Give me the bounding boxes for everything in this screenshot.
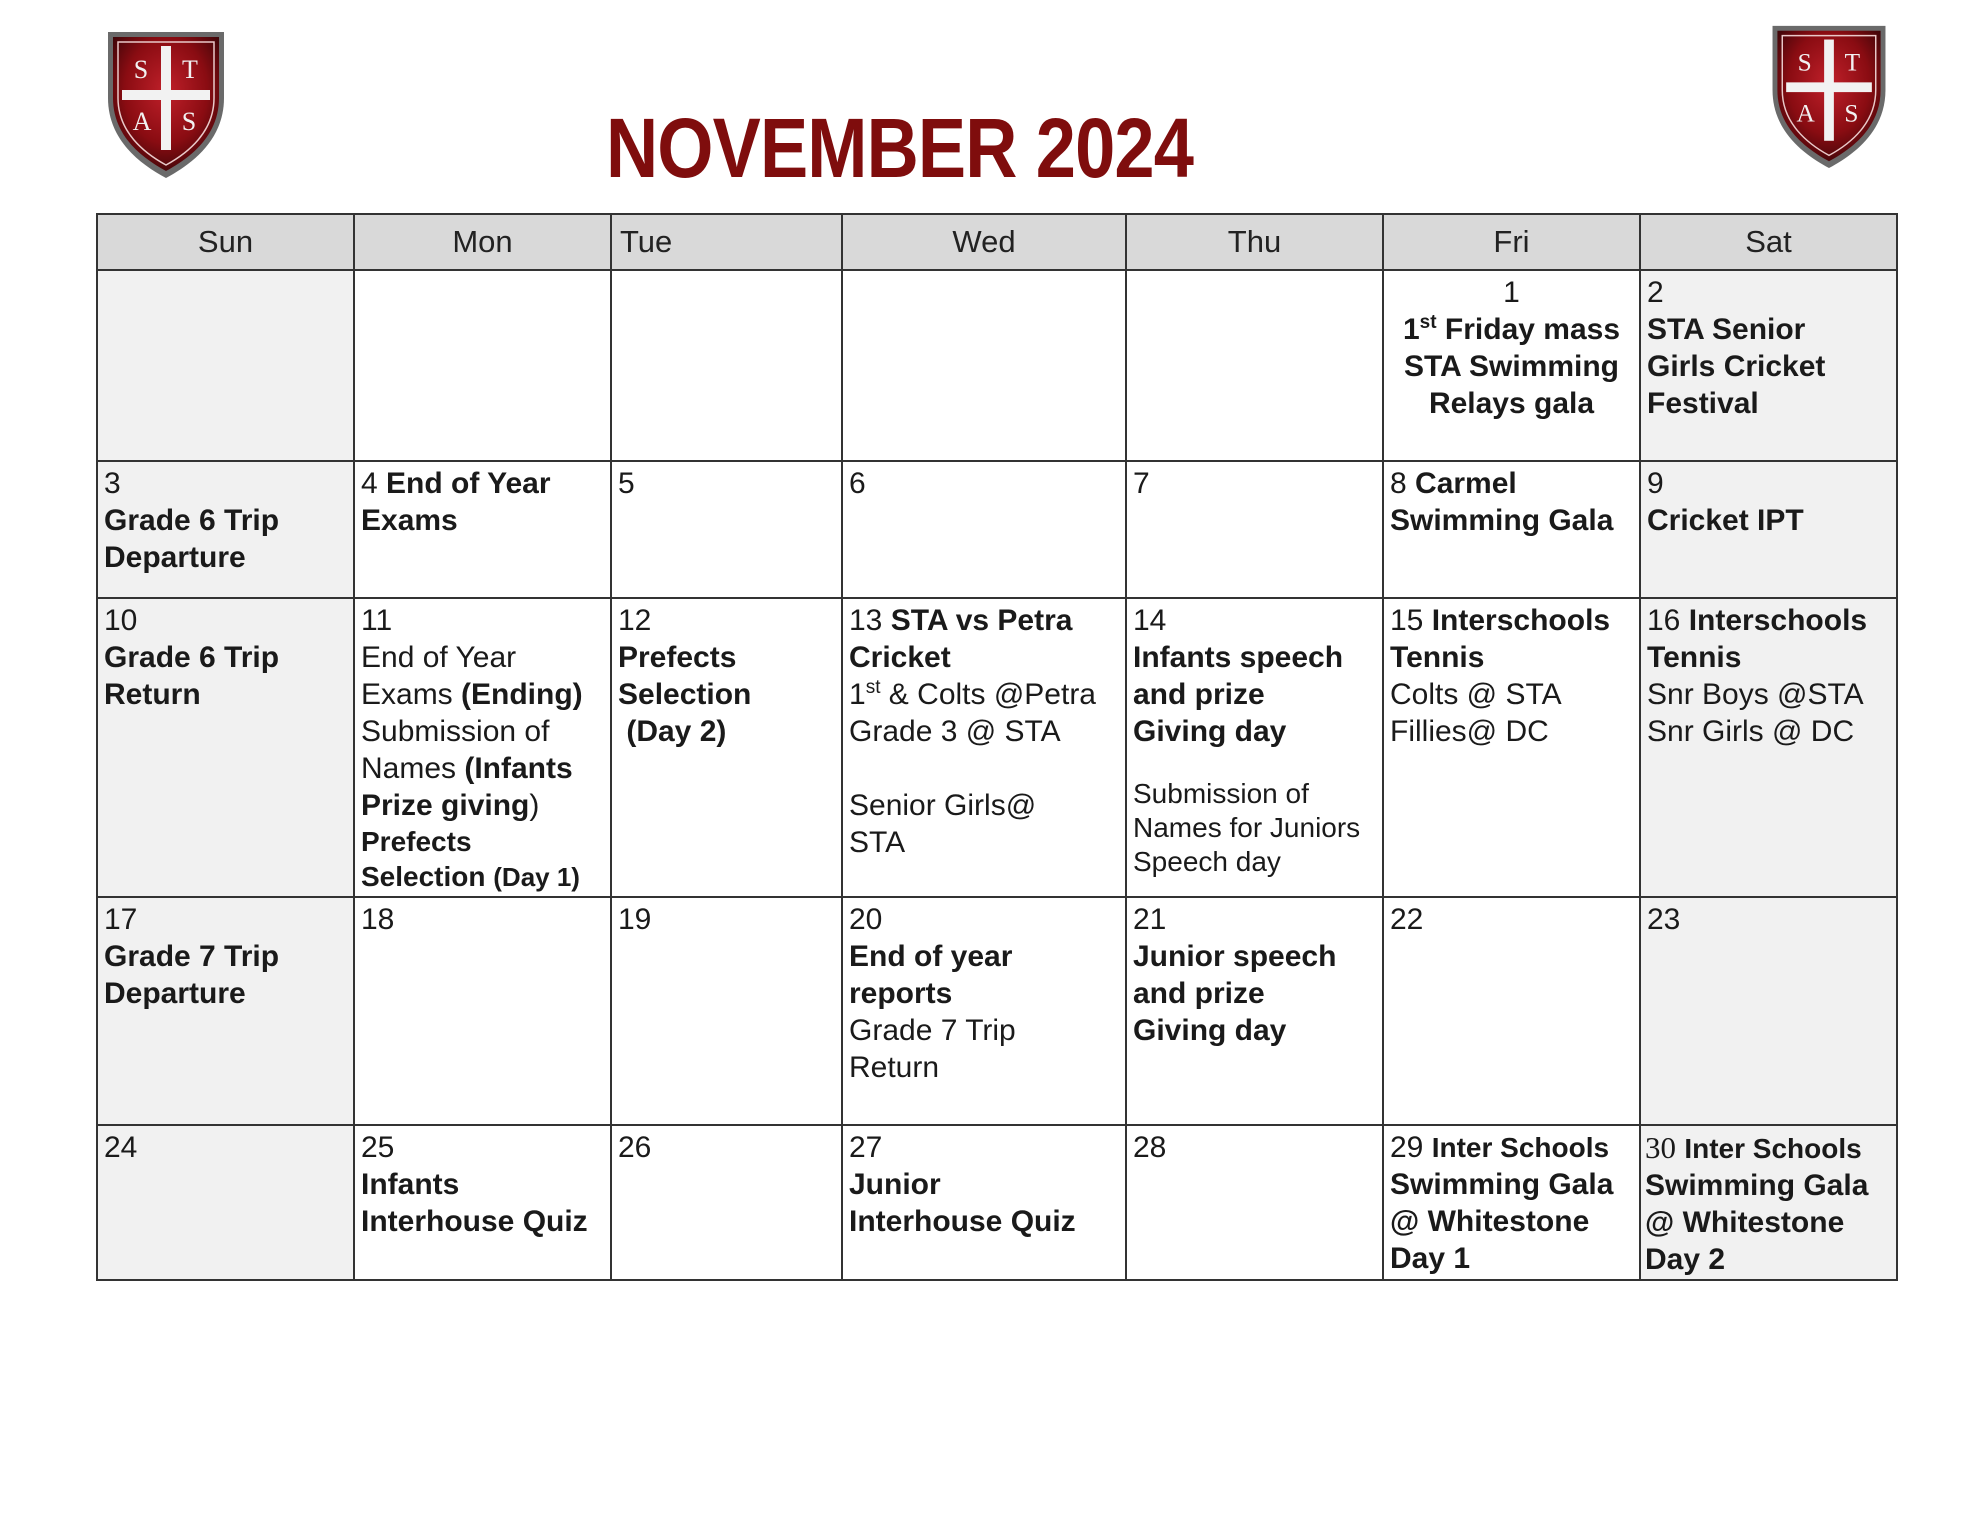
event-text: Junior	[849, 1168, 941, 1201]
day-cell-24	[97, 1125, 354, 1280]
event-text: Snr Boys @STA	[1647, 678, 1864, 711]
event-text: Junior speech	[1133, 940, 1337, 973]
day-cell-18	[354, 897, 611, 1125]
event-text: Cricket	[849, 641, 951, 674]
svg-text:T: T	[1844, 48, 1861, 77]
week-row	[97, 598, 1897, 897]
event-text: End of Year	[386, 467, 551, 500]
weekday-mon: Mon	[354, 214, 611, 270]
day-cell-22	[1383, 897, 1640, 1125]
day-number: 8	[1390, 467, 1407, 500]
weekday-tue: Tue	[611, 214, 842, 270]
event-text: Prize giving)	[361, 789, 540, 822]
day-cell-empty	[1126, 270, 1383, 461]
event-text: Swimming Gala	[1645, 1169, 1869, 1202]
svg-text:S: S	[133, 55, 149, 84]
event-text: @ Whitestone	[1645, 1206, 1845, 1239]
day-cell-8	[1383, 461, 1640, 598]
event-text: and prize	[1133, 977, 1265, 1010]
event-text: 1st & Colts @Petra	[849, 677, 1096, 711]
weekday-sun: Sun	[97, 214, 354, 270]
day-cell-13	[842, 598, 1126, 897]
event-text: Return	[849, 1051, 940, 1084]
day-number: 13	[849, 604, 883, 637]
day-cell-empty	[354, 270, 611, 461]
event-text: Selection	[618, 678, 752, 711]
weekday-sat: Sat	[1640, 214, 1897, 270]
day-number: 2	[1647, 276, 1664, 309]
day-number: 12	[618, 604, 652, 637]
event-text: (Day 2)	[618, 715, 727, 748]
event-text: Girls Cricket	[1647, 350, 1826, 383]
event-text: 1st Friday mass	[1402, 312, 1621, 346]
event-text: Fillies@ DC	[1390, 715, 1549, 748]
event-text: Grade 3 @ STA	[849, 715, 1061, 748]
event-text: Selection (Day 1)	[361, 861, 580, 892]
day-cell-17	[97, 897, 354, 1125]
school-crest-right	[1768, 22, 1890, 170]
event-text: Inter Schools	[1684, 1133, 1862, 1164]
event-text: Speech day	[1133, 846, 1281, 877]
day-cell-1	[1383, 270, 1640, 461]
event-text: Interschools	[1431, 604, 1611, 637]
day-number: 10	[104, 604, 138, 637]
page-title: NOVEMBER 2024	[606, 101, 1194, 195]
weekday-thu: Thu	[1126, 214, 1383, 270]
day-cell-9	[1640, 461, 1897, 598]
event-text: reports	[849, 977, 953, 1010]
day-cell-12	[611, 598, 842, 897]
event-text: Carmel	[1415, 467, 1517, 500]
event-text: Tennis	[1647, 641, 1742, 674]
svg-text:T: T	[182, 55, 198, 84]
event-text: Swimming Gala	[1390, 1168, 1614, 1201]
day-cell-4	[354, 461, 611, 598]
event-text: Names for Juniors	[1133, 812, 1361, 843]
day-cell-5	[611, 461, 842, 598]
day-cell-25	[354, 1125, 611, 1280]
day-cell-14	[1126, 598, 1383, 897]
event-text: Senior Girls@	[849, 789, 1037, 822]
day-cell-empty	[611, 270, 842, 461]
event-text: STA vs Petra	[890, 604, 1073, 637]
event-text: Tennis	[1390, 641, 1485, 674]
event-text: Giving day	[1133, 715, 1287, 748]
day-number: 30	[1645, 1130, 1676, 1165]
weekday-fri: Fri	[1383, 214, 1640, 270]
event-text: Grade 7 Trip	[104, 940, 280, 973]
day-number: 21	[1133, 903, 1167, 936]
day-cell-2	[1640, 270, 1897, 461]
day-cell-10	[97, 598, 354, 897]
event-text: STA	[849, 826, 906, 859]
event-text: End of Year	[361, 641, 517, 674]
svg-text:A: A	[1796, 99, 1815, 128]
day-number: 27	[849, 1131, 883, 1164]
day-cell-21	[1126, 897, 1383, 1125]
day-cell-29	[1383, 1125, 1640, 1280]
event-text: Festival	[1647, 387, 1759, 420]
calendar-grid	[96, 213, 1898, 1281]
event-text: Grade 7 Trip	[849, 1014, 1016, 1047]
day-number: 26	[618, 1131, 652, 1164]
day-number: 6	[849, 467, 866, 500]
event-text: Snr Girls @ DC	[1647, 715, 1855, 748]
svg-text:A: A	[132, 107, 152, 136]
day-number: 9	[1647, 467, 1664, 500]
day-number: 29	[1390, 1131, 1424, 1164]
event-text: Grade 6 Trip	[104, 641, 280, 674]
week-row	[97, 461, 1897, 598]
event-text: Day 1	[1390, 1242, 1471, 1275]
event-text: Departure	[104, 977, 246, 1010]
day-cell-23	[1640, 897, 1897, 1125]
event-text: Names (Infants	[361, 752, 573, 785]
event-text: Giving day	[1133, 1014, 1287, 1047]
week-row	[97, 897, 1897, 1125]
event-text: Swimming Gala	[1390, 504, 1614, 537]
day-cell-30	[1640, 1125, 1897, 1280]
event-text: Departure	[104, 541, 246, 574]
day-number: 20	[849, 903, 883, 936]
day-number: 19	[618, 903, 652, 936]
event-text: Exams (Ending)	[361, 678, 583, 711]
weekday-header-row	[97, 214, 1897, 270]
event-text: Infants speech	[1133, 641, 1344, 674]
day-number: 14	[1133, 604, 1167, 637]
week-row	[97, 1125, 1897, 1280]
event-text: Cricket IPT	[1647, 504, 1804, 537]
school-crest-left	[104, 28, 228, 180]
day-number: 5	[618, 467, 635, 500]
day-number: 16	[1647, 604, 1681, 637]
day-number: 25	[361, 1131, 395, 1164]
event-text: Relays gala	[1428, 387, 1595, 420]
event-text: @ Whitestone	[1390, 1205, 1590, 1238]
day-cell-19	[611, 897, 842, 1125]
event-text: End of year	[849, 940, 1013, 973]
event-text: Submission of	[361, 715, 550, 748]
event-text: STA Swimming	[1403, 350, 1619, 383]
day-cell-15	[1383, 598, 1640, 897]
event-text: STA Senior	[1647, 313, 1806, 346]
day-cell-26	[611, 1125, 842, 1280]
event-text: Day 2	[1645, 1243, 1726, 1276]
day-cell-11	[354, 598, 611, 897]
day-number: 17	[104, 903, 138, 936]
day-number: 1	[1503, 276, 1520, 309]
day-number: 28	[1133, 1131, 1167, 1164]
day-cell-empty	[97, 270, 354, 461]
weekday-wed: Wed	[842, 214, 1126, 270]
day-cell-28	[1126, 1125, 1383, 1280]
svg-text:S: S	[181, 107, 197, 136]
day-cell-16	[1640, 598, 1897, 897]
day-cell-empty	[842, 270, 1126, 461]
event-text: Return	[104, 678, 201, 711]
day-number: 22	[1390, 903, 1424, 936]
day-cell-6	[842, 461, 1126, 598]
event-text: Colts @ STA	[1390, 678, 1562, 711]
event-text: Interhouse Quiz	[849, 1205, 1076, 1238]
event-text: Grade 6 Trip	[104, 504, 280, 537]
event-text: Infants	[361, 1168, 460, 1201]
week-row	[97, 270, 1897, 461]
day-number: 3	[104, 467, 121, 500]
event-text: Submission of	[1133, 778, 1309, 809]
day-number: 4	[361, 467, 378, 500]
day-cell-27	[842, 1125, 1126, 1280]
svg-text:S: S	[1797, 48, 1812, 77]
day-number: 23	[1647, 903, 1681, 936]
event-text: and prize	[1133, 678, 1265, 711]
event-text: Interhouse Quiz	[361, 1205, 588, 1238]
day-number: 15	[1390, 604, 1424, 637]
svg-text:S: S	[1844, 99, 1859, 128]
day-number: 18	[361, 903, 395, 936]
event-text: Exams	[361, 504, 458, 537]
day-cell-20	[842, 897, 1126, 1125]
day-number: 7	[1133, 467, 1150, 500]
event-text: Prefects	[361, 826, 472, 857]
event-text: Inter Schools	[1431, 1132, 1610, 1163]
day-cell-7	[1126, 461, 1383, 598]
event-text: Prefects	[618, 641, 737, 674]
event-text: Interschools	[1688, 604, 1868, 637]
day-number: 11	[361, 604, 393, 637]
day-cell-3	[97, 461, 354, 598]
day-number: 24	[104, 1131, 138, 1164]
